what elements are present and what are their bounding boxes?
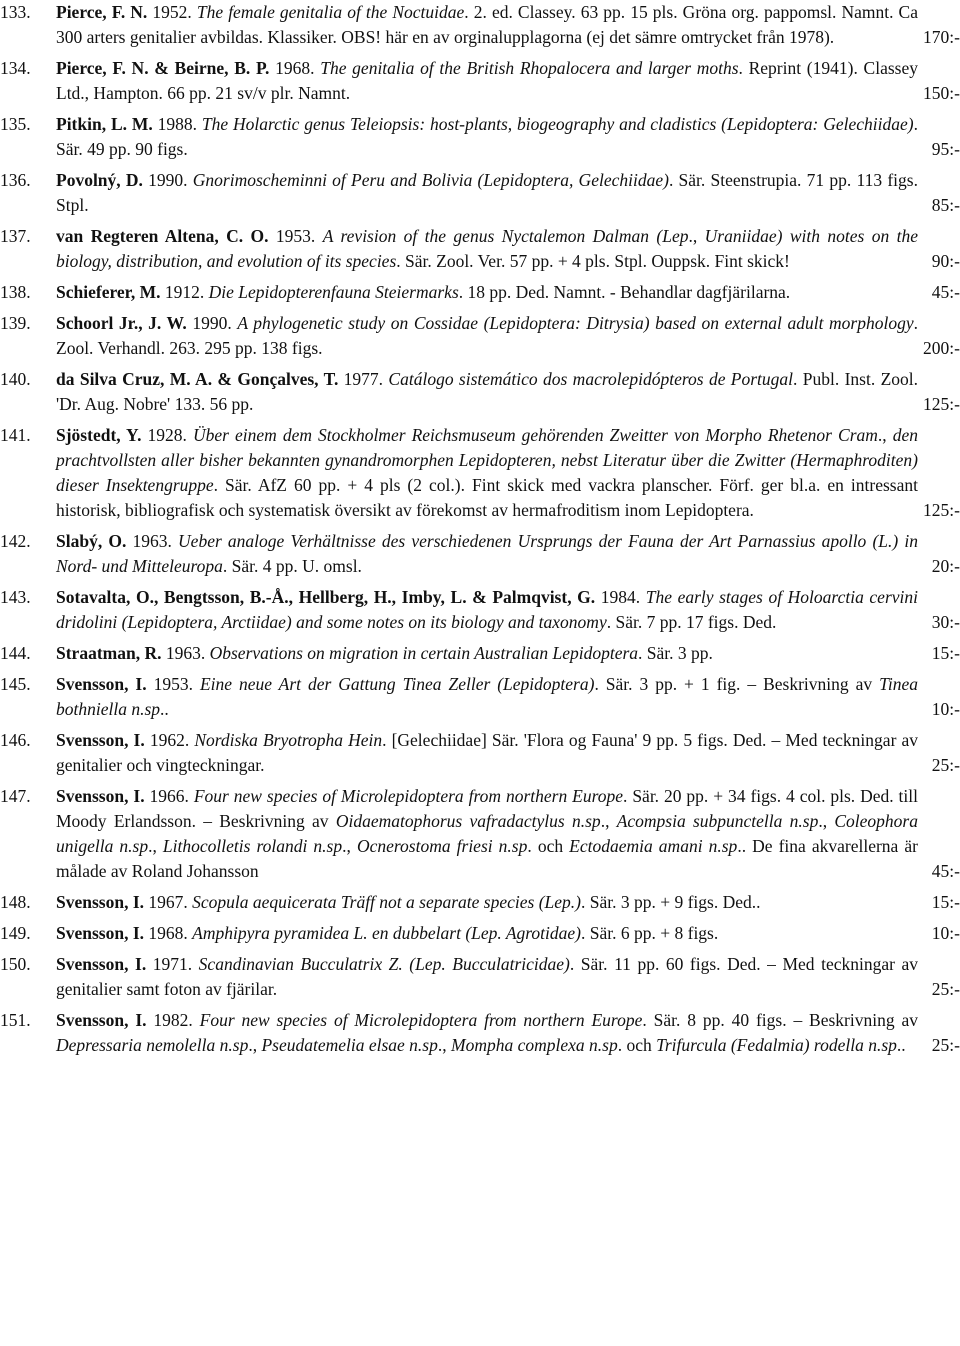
entry-title-text: Ueber analoge Verhältnisse des verschiedenen Ursprungs der Fauna der Art Parnassius apollo (L.) in Nord- und Mitteleuropa: [56, 531, 918, 576]
entry-price: 90:-: [931, 251, 960, 271]
entry-author: Slabý, O.: [56, 531, 127, 551]
entry-author: Svensson, I.: [56, 954, 147, 974]
entry-year: 1968.: [144, 923, 193, 943]
entry-year: 1963.: [126, 531, 179, 551]
entry-title-text: Four new species of Microlepidoptera from northern Europe: [199, 1010, 643, 1030]
entry-title-text: Ectodaemia amani n.sp: [569, 836, 738, 856]
catalog-entry: [0, 921, 960, 946]
entry-number: 143.: [0, 587, 31, 607]
entry-title-text: The genitalia of the British Rhopalocera and larger moths: [320, 58, 739, 78]
entry-text: [56, 2, 960, 47]
entry-author: van Regteren Altena, C. O.: [56, 226, 269, 246]
entry-title-text: Die Lepidopterenfauna Steiermarks: [208, 282, 459, 302]
entry-description-text: .,: [437, 1035, 451, 1055]
entry-description-text: . Sär. 3 pp. + 9 figs. Ded..: [581, 892, 761, 912]
entry-title-text: Four new species of Microlepidoptera from northern Europe: [193, 786, 624, 806]
catalog-entry: [0, 56, 960, 106]
entry-year: 1928.: [141, 425, 193, 445]
entry-title-text: Pseudatemelia elsae n.sp: [261, 1035, 438, 1055]
entry-year: 1952.: [147, 2, 197, 22]
entry-price: 125:-: [923, 500, 960, 520]
entry-year: 1967.: [144, 892, 193, 912]
entry-author: Svensson, I.: [56, 786, 145, 806]
entry-author: Schoorl Jr., J. W.: [56, 313, 187, 333]
catalog-entry: [0, 112, 960, 162]
entry-text: [56, 58, 960, 103]
entry-title-text: Catálogo sistemático dos macrolepidópteros de Portugal: [388, 369, 794, 389]
entry-description-text: . Sär. 7 pp. 17 figs. Ded.: [606, 612, 777, 632]
entry-year: 1990.: [186, 313, 238, 333]
entry-text: [56, 674, 960, 719]
entry-description-text: .,: [342, 836, 357, 856]
entry-author: Povolný, D.: [56, 170, 143, 190]
entry-text: [56, 1010, 960, 1055]
catalog-entry: [0, 1008, 960, 1058]
entry-description-text: . Sär. 8 pp. 40 figs. – Beskrivning av: [642, 1010, 918, 1030]
entry-price: 170:-: [923, 27, 960, 47]
catalog-entry: [0, 728, 960, 778]
entry-title-text: A phylogenetic study on Cossidae (Lepidoptera: Ditrysia) based on external adult morphology: [237, 313, 914, 333]
entry-year: 1966.: [144, 786, 194, 806]
entry-price: 125:-: [923, 394, 960, 414]
entry-title-text: Trifurcula (Fedalmia) rodella n.sp: [656, 1035, 897, 1055]
entry-description-text: . Sär. 11 pp. 60 figs. Ded. – Med teckningar av genitalier samt foton av fjärilar.: [56, 954, 918, 999]
entry-author: Sotavalta, O., Bengtsson, B.-Å., Hellberg, H., Imby, L. & Palmqvist, G.: [56, 587, 596, 607]
entry-number: 136.: [0, 170, 31, 190]
catalog-entry: [0, 311, 960, 361]
entry-description-text: . Sär. 3 pp.: [638, 643, 713, 663]
entry-year: 1977.: [338, 369, 389, 389]
entry-title-text: Oidaematophorus vafradactylus n.sp: [335, 811, 601, 831]
entry-year: 1971.: [146, 954, 199, 974]
entry-text: [56, 643, 960, 663]
entry-number: 146.: [0, 730, 31, 750]
catalog-entry: [0, 784, 960, 884]
catalog-entry: [0, 672, 960, 722]
catalog-entry: [0, 0, 960, 50]
catalog-entry: [0, 952, 960, 1002]
entry-description-text: . Sär. AfZ 60 pp. + 4 pls (2 col.). Fint skick med vackra planscher. Förf. ger bl.a. en intressant historisk, bibliografisk och systematisk översikt av förekomst av hermafroditism inom Lepidoptera.: [56, 475, 918, 520]
entry-number: 134.: [0, 58, 31, 78]
catalog-entry: [0, 224, 960, 274]
entry-price: 150:-: [923, 83, 960, 103]
entry-description-text: . Publ. Inst. Zool. 'Dr. Aug. Nobre' 133. 56 pp.: [56, 369, 919, 414]
entry-year: 1963.: [161, 643, 210, 663]
entry-price: 10:-: [931, 699, 960, 719]
entry-price: 25:-: [931, 1035, 960, 1055]
entry-number: 149.: [0, 923, 31, 943]
entry-year: 1953.: [268, 226, 323, 246]
entry-title-text: den prachtvollsten aller bisher bekannten gynandromorphen Lepidopteren, nebst Literatur über die Zwitter (Hermaphroditen) dieser Insektengruppe: [56, 425, 918, 495]
entry-description-text: . Sär. 3 pp. + 1 fig. – Beskrivning av: [594, 674, 880, 694]
entry-description-text: .,: [248, 1035, 262, 1055]
catalog-entry: [0, 168, 960, 218]
entry-text: [56, 531, 960, 576]
entry-number: 150.: [0, 954, 31, 974]
entry-number: 137.: [0, 226, 31, 246]
entry-title-text: Depressaria nemolella n.sp: [56, 1035, 249, 1055]
entry-description-text: . Sär. Zool. Ver. 57 pp. + 4 pls. Stpl. Ouppsk. Fint skick!: [396, 251, 790, 271]
entry-title-text: Uraniidae) with notes on the biology, distribution, and evolution of its species: [56, 226, 919, 271]
entry-title-text: Ocnerostoma friesi n.sp: [356, 836, 528, 856]
entry-price: 25:-: [931, 979, 960, 999]
entry-title-text: Coleophora unigella n.sp: [56, 811, 918, 856]
entry-text: [56, 730, 960, 775]
entry-title-text: Amphipyra pyramidea L. en dubbelart (Lep. Agrotidae): [192, 923, 582, 943]
entry-text: [56, 425, 960, 520]
entry-number: 140.: [0, 369, 31, 389]
entry-author: Schieferer, M.: [56, 282, 161, 302]
entry-author: Pierce, F. N.: [56, 2, 148, 22]
catalog-entry: [0, 890, 960, 915]
entry-description-text: . Sär. 4 pp. U. omsl.: [222, 556, 362, 576]
entry-year: 1984.: [595, 587, 646, 607]
entry-description-text: . Sär. 49 pp. 90 figs.: [56, 114, 918, 159]
entry-price: 45:-: [931, 861, 960, 881]
entry-title-text: The Holarctic genus Teleiopsis: host-plants, biogeography and cladistics (Lepidoptera: Gelechiidae): [201, 114, 914, 134]
entry-description-text: .,: [877, 425, 893, 445]
entry-price: 45:-: [931, 282, 960, 302]
entry-description-text: . 18 pp. Ded. Namnt. - Behandlar dagfjärilarna.: [458, 282, 791, 302]
entry-price: 15:-: [931, 643, 960, 663]
entry-price: 200:-: [923, 338, 960, 358]
entry-number: 145.: [0, 674, 31, 694]
entry-description-text: . och: [527, 836, 570, 856]
entry-year: 1962.: [144, 730, 195, 750]
entry-description-text: .,: [148, 836, 163, 856]
entry-number: 144.: [0, 643, 31, 663]
entry-description-text: . 2. ed. Classey. 63 pp. 15 pls. Gröna org. pappomsl. Namnt. Ca 300 arters genitalier avbildas. Klassiker. OBS! här en av orginalupplagorna (ej det sämre omtrycket från 1978).: [56, 2, 918, 47]
entry-author: Svensson, I.: [56, 674, 147, 694]
entry-text: [56, 313, 960, 358]
entry-price: 25:-: [931, 755, 960, 775]
entry-description-text: . Sär. 20 pp. + 34 figs. 4 col. pls. Ded. till Moody Erlandsson. – Beskrivning av: [56, 786, 919, 831]
entry-title-text: Scandinavian Bucculatrix Z. (Lep. Bucculatricidae): [198, 954, 570, 974]
entry-text: [56, 587, 960, 632]
entry-description-text: .,: [818, 811, 835, 831]
entry-price: 95:-: [931, 139, 960, 159]
entry-author: Svensson, I.: [56, 892, 145, 912]
entry-number: 141.: [0, 425, 31, 445]
entry-description-text: .,: [688, 226, 705, 246]
entry-text: [56, 282, 960, 302]
entry-number: 147.: [0, 786, 31, 806]
catalog-entry: [0, 585, 960, 635]
entry-price: 20:-: [931, 556, 960, 576]
catalog-entry: [0, 641, 960, 666]
entry-text: [56, 923, 960, 943]
entry-title-text: The early stages of Holoarctia cervini dridolini (Lepidoptera, Arctiidae) and some notes on its biology and taxonomy: [56, 587, 918, 632]
entry-price: 85:-: [931, 195, 960, 215]
entry-year: 1990.: [142, 170, 193, 190]
entry-title-text: Scopula aequicerata Träff not a separate species (Lep.): [192, 892, 581, 912]
entry-author: Pitkin, L. M.: [56, 114, 153, 134]
entry-title-text: Observations on migration in certain Australian Lepidoptera: [209, 643, 639, 663]
entry-text: [56, 892, 960, 912]
entry-number: 135.: [0, 114, 31, 134]
entry-title-text: Lithocolletis rolandi n.sp: [162, 836, 343, 856]
entry-year: 1953.: [146, 674, 200, 694]
entry-title-text: Tinea bothniella n.sp: [56, 674, 919, 719]
entry-author: Sjöstedt, Y.: [56, 425, 142, 445]
entry-author: Svensson, I.: [56, 730, 145, 750]
entry-text: [56, 369, 960, 414]
entry-description-text: .,: [600, 811, 617, 831]
entry-author: Svensson, I.: [56, 1010, 147, 1030]
entry-author: da Silva Cruz, M. A. & Gonçalves, T.: [56, 369, 339, 389]
entry-description-text: . Reprint (1941). Classey Ltd., Hampton. 66 pp. 21 sv/v plr. Namnt.: [56, 58, 918, 103]
entry-description-text: . och: [617, 1035, 657, 1055]
entry-title-text: A revision of the genus Nyctalemon Dalman (Lep: [322, 226, 689, 246]
entry-description-text: ..: [160, 699, 169, 719]
catalog-entry: [0, 423, 960, 523]
catalog-entry: [0, 280, 960, 305]
entry-number: 133.: [0, 2, 31, 22]
entry-price: 10:-: [931, 923, 960, 943]
entry-description-text: . Zool. Verhandl. 263. 295 pp. 138 figs.: [56, 313, 918, 358]
entry-year: 1982.: [146, 1010, 200, 1030]
entry-number: 138.: [0, 282, 31, 302]
entry-title-text: Über einem dem Stockholmer Reichsmuseum gehörenden Zweitter von Morpho Rhetenor Cram: [192, 425, 878, 445]
entry-number: 148.: [0, 892, 31, 912]
entry-author: Straatman, R.: [56, 643, 162, 663]
catalog-entry: [0, 367, 960, 417]
entry-text: [56, 114, 960, 159]
entry-title-text: The female genitalia of the Noctuidae: [196, 2, 465, 22]
entry-author: Pierce, F. N. & Beirne, B. P.: [56, 58, 270, 78]
entry-title-text: Nordiska Bryotropha Hein: [194, 730, 383, 750]
entry-text: [56, 954, 960, 999]
entry-description-text: . Sär. Steenstrupia. 71 pp. 113 figs. Stpl.: [56, 170, 918, 215]
entry-author: Svensson, I.: [56, 923, 145, 943]
entry-price: 15:-: [931, 892, 960, 912]
entry-number: 151.: [0, 1010, 31, 1030]
entry-text: [56, 170, 960, 215]
entry-title-text: Mompha complexa n.sp: [451, 1035, 618, 1055]
entry-number: 139.: [0, 313, 31, 333]
entry-description-text: ..: [896, 1035, 906, 1055]
catalog-entry: [0, 529, 960, 579]
entry-number: 142.: [0, 531, 31, 551]
entry-text: [56, 786, 960, 881]
entry-price: 30:-: [931, 612, 960, 632]
entry-year: 1912.: [160, 282, 209, 302]
entry-description-text: . Sär. 6 pp. + 8 figs.: [581, 923, 719, 943]
entry-description-text: .. De fina akvarellerna är målade av Roland Johansson: [56, 836, 918, 881]
entry-year: 1968.: [269, 58, 321, 78]
entry-title-text: Gnorimoscheminni of Peru and Bolivia (Lepidoptera, Gelechiidae): [192, 170, 669, 190]
entry-title-text: Eine neue Art der Gattung Tinea Zeller (Lepidoptera): [199, 674, 595, 694]
entry-title-text: Acompsia subpunctella n.sp: [616, 811, 819, 831]
entry-text: [56, 226, 960, 271]
entry-year: 1988.: [152, 114, 202, 134]
entry-description-text: . [Gelechiidae] Sär. 'Flora og Fauna' 9 pp. 5 figs. Ded. – Med teckningar av genitalier och vingteckningar.: [56, 730, 919, 775]
